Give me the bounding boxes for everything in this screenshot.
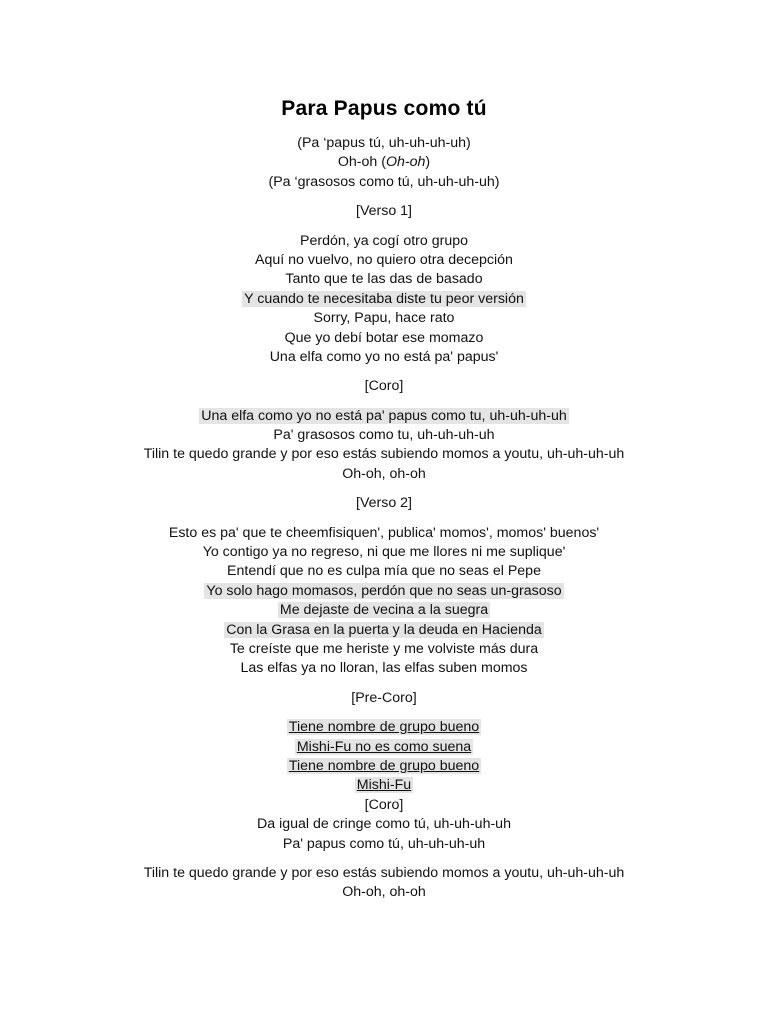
section-label-coro: [Coro] xyxy=(364,796,404,813)
lyric-line: Sorry, Papu, hace rato xyxy=(313,310,455,327)
section-label-coro: [Coro] xyxy=(364,378,404,395)
lyric-line-highlighted: Mishi-Fu xyxy=(356,777,412,794)
lyric-line: Esto es pa' que te cheemfisiquen', publica' momos', momos' buenos' xyxy=(168,524,600,541)
lyric-line: Que yo debí botar ese momazo xyxy=(284,329,484,346)
section-label-pre-coro: [Pre-Coro] xyxy=(351,689,417,706)
lyric-line: Entendí que no es culpa mía que no seas el Pepe xyxy=(227,563,541,580)
lyric-line-highlighted: Y cuando te necesitaba diste tu peor versión xyxy=(244,290,524,307)
lyric-line: Te creíste que me heriste y me volviste más dura xyxy=(229,640,539,657)
song-title: Para Papus como tú xyxy=(281,97,487,120)
lyric-line: Pa' papus como tú, uh-uh-uh-uh xyxy=(282,835,486,852)
lyric-line: Da igual de cringe como tú, uh-uh-uh-uh xyxy=(257,816,511,833)
lyric-line-highlighted: Me dejaste de vecina a la suegra xyxy=(279,602,489,619)
lyric-line: Una elfa como yo no está pa' papus' xyxy=(269,348,499,365)
intro-line: (Pa ‘papus tú, uh-uh-uh-uh) xyxy=(297,135,471,151)
lyric-line-highlighted: Yo solo hago momasos, perdón que no seas un-grasoso xyxy=(206,582,562,599)
section-label-verso-1: [Verso 1] xyxy=(356,203,412,220)
lyric-line: Tilin te quedo grande y por eso estás subiendo momos a youtu, uh-uh-uh-uh xyxy=(143,446,625,463)
intro-line-end: ) xyxy=(425,154,431,171)
lyrics-body xyxy=(0,134,768,903)
lyric-line: Las elfas ya no lloran, las elfas suben momos xyxy=(240,660,528,677)
lyric-line: Yo contigo ya no regreso, ni que me llores ni me suplique' xyxy=(202,544,566,561)
lyric-line: Pa' grasosos como tu, uh-uh-uh-uh xyxy=(273,427,495,444)
section-label-verso-2: [Verso 2] xyxy=(356,495,412,512)
lyric-line: Tanto que te las das de basado xyxy=(285,271,483,288)
lyric-line-highlighted: Con la Grasa en la puerta y la deuda en Hacienda xyxy=(226,621,542,638)
lyric-line: Oh-oh, oh-oh xyxy=(342,884,426,901)
intro-line xyxy=(0,153,768,172)
lyric-line: Aquí no vuelvo, no quiero otra decepción xyxy=(255,251,513,268)
intro-line: (Pa ‘grasosos como tú, uh-uh-uh-uh) xyxy=(268,173,500,190)
lyric-line: Perdón, ya cogí otro grupo xyxy=(300,232,468,249)
lyric-line: Tilin te quedo grande y por eso estás subiendo momos a youtu, uh-uh-uh-uh xyxy=(143,864,625,881)
lyric-line-highlighted: Tiene nombre de grupo bueno xyxy=(288,719,480,736)
intro-line-text: Oh-oh ( xyxy=(337,154,386,171)
lyric-line-highlighted: Mishi-Fu no es como suena xyxy=(296,738,472,755)
lyric-line-highlighted: Una elfa como yo no está pa' papus como tu, uh-uh-uh-uh xyxy=(201,407,567,424)
lyric-line-highlighted: Tiene nombre de grupo bueno xyxy=(288,757,480,774)
intro-line-italic: Oh-oh xyxy=(385,154,426,171)
lyric-line: Oh-oh, oh-oh xyxy=(342,465,426,482)
